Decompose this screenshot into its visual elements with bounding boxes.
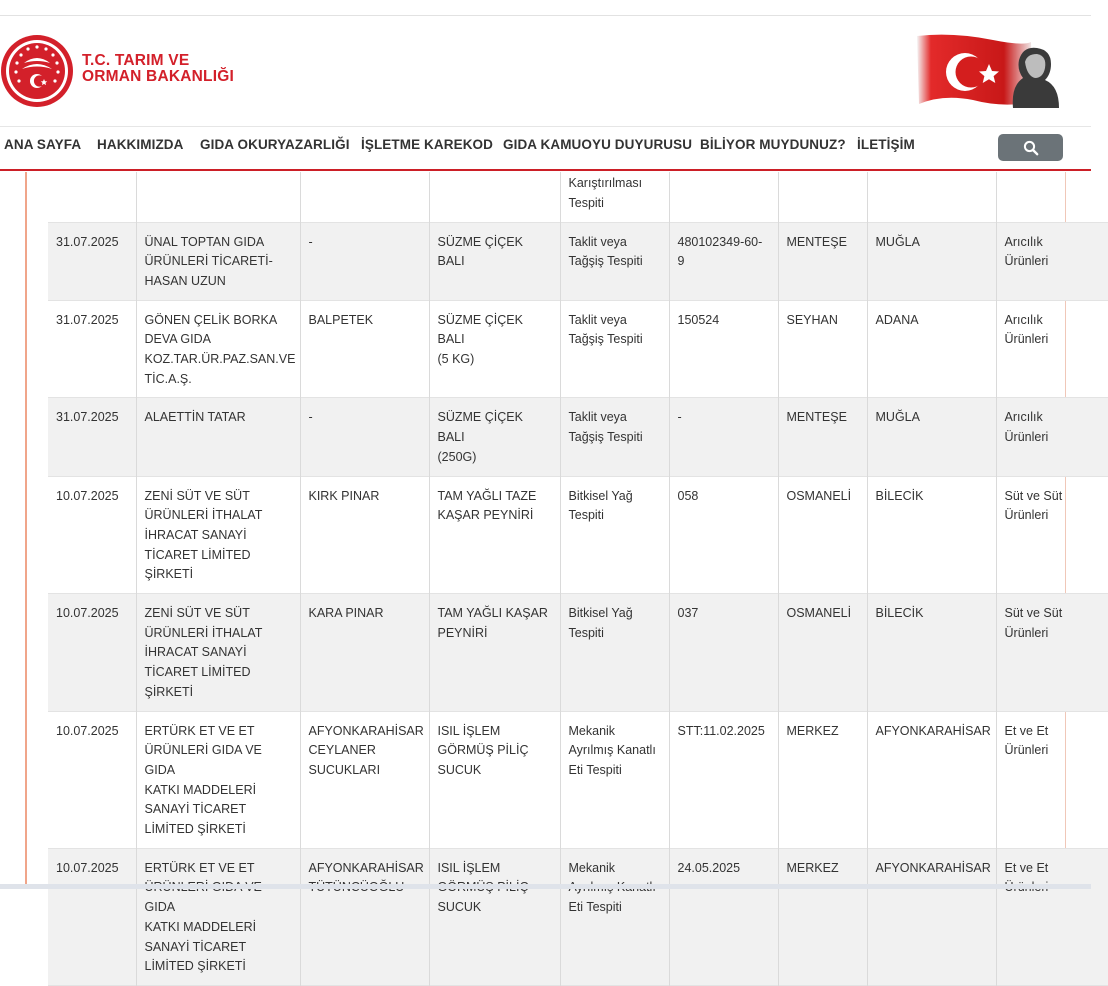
cell-brand: AFYONKARAHİSAR CEYLANER SUCUKLARI — [300, 711, 429, 848]
cell-company: ALAETTİN TATAR — [136, 398, 300, 476]
cell-category: Arıcılık Ürünleri — [996, 300, 1108, 398]
cell-brand: KIRK PINAR — [300, 476, 429, 594]
cell-category: Arıcılık Ürünleri — [996, 398, 1108, 476]
bottom-scroll-edge — [0, 884, 1091, 889]
cell-district — [778, 172, 867, 222]
cell-batch: 150524 — [669, 300, 778, 398]
cell-date: 10.07.2025 — [56, 860, 119, 875]
cell-finding: Taklit veya Tağşiş Tespiti — [560, 222, 669, 300]
cell-province: AFYONKARAHİSAR — [867, 848, 996, 985]
cell-batch: 24.05.2025 — [669, 848, 778, 985]
table-row — [48, 172, 1108, 222]
cell-product: ISIL İŞLEM SUCUK — [429, 848, 560, 985]
table-row — [48, 222, 1108, 300]
cell-finding: Taklit veya Tağşiş Tespiti — [560, 398, 669, 476]
ministry-name[interactable] — [82, 53, 234, 85]
flag-portrait-banner-icon — [913, 32, 1061, 108]
cell-batch: 480102349-60- 9 — [669, 222, 778, 300]
cell-province: MUĞLA — [867, 398, 996, 476]
cell-finding: Taklit veya Tağşiş Tespiti — [560, 300, 669, 398]
table-row — [48, 300, 1108, 398]
table-row — [48, 711, 1108, 848]
nav-item-home[interactable]: ANA SAYFA — [4, 137, 82, 152]
table-row — [48, 594, 1108, 712]
cell-category: Süt ve Süt Ürünleri — [996, 594, 1108, 712]
cell-company: ERTÜRK ET VE ET GIDA KATKI MADDELERİ SANAYİ TİCARET LİMİTED ŞİRKETİ — [136, 848, 300, 985]
nav-item-public-announcement[interactable]: GIDA KAMUOYU DUYURUSU — [503, 137, 693, 152]
announcement-table-scroll[interactable] — [48, 172, 1063, 974]
cell-finding: Bitkisel Yağ Tespiti — [560, 594, 669, 712]
search-icon — [1023, 140, 1039, 156]
cell-brand: - — [300, 398, 429, 476]
site-header — [0, 16, 1091, 126]
cell-date: 31.07.2025 — [56, 312, 119, 327]
ministry-name-line2: ORMAN BAKANLIĞI — [82, 68, 234, 85]
cell-brand: - — [300, 222, 429, 300]
cell-date: 10.07.2025 — [56, 723, 119, 738]
content-area — [0, 172, 1091, 974]
ministry-name-line1: T.C. TARIM VE — [82, 52, 190, 69]
cell-date: 10.07.2025 — [56, 488, 119, 503]
cell-district: SEYHAN — [778, 300, 867, 398]
search-button[interactable] — [998, 134, 1063, 161]
cell-brand: BALPETEK — [300, 300, 429, 398]
nav-item-did-you-know[interactable]: BİLİYOR MUYDUNUZ? — [700, 137, 846, 152]
cell-company — [136, 172, 300, 222]
cell-finding: Mekanik Eti Tespiti — [560, 848, 669, 985]
main-navigation — [0, 126, 1091, 171]
cell-date: 31.07.2025 — [56, 234, 119, 249]
nav-item-contact[interactable]: İLETİŞİM — [857, 137, 915, 152]
cell-brand: KARA PINAR — [300, 594, 429, 712]
cell-district: OSMANELİ — [778, 594, 867, 712]
cell-company: GÖNEN ÇELİK BORKA DEVA GIDA KOZ.TAR.ÜR.PAZ.SAN.VE TİC.A.Ş. — [136, 300, 300, 398]
cell-product: ISIL İŞLEM GÖRMÜŞ PİLİÇ SUCUK — [429, 711, 560, 848]
cell-province — [867, 172, 996, 222]
cell-batch: - — [669, 398, 778, 476]
cell-province: BİLECİK — [867, 594, 996, 712]
table-body — [48, 172, 1108, 986]
cell-date: 10.07.2025 — [56, 606, 119, 621]
table-row — [48, 398, 1108, 476]
cell-province: BİLECİK — [867, 476, 996, 594]
cell-product — [429, 172, 560, 222]
cell-district: OSMANELİ — [778, 476, 867, 594]
cell-product: TAM YAĞLI KAŞAR PEYNİRİ — [429, 594, 560, 712]
table-row — [48, 848, 1108, 985]
cell-province: MUĞLA — [867, 222, 996, 300]
cell-category: Süt ve Süt Ürünleri — [996, 476, 1108, 594]
cell-category: Et ve Et Ürünleri — [996, 711, 1108, 848]
cell-district: MENTEŞE — [778, 398, 867, 476]
cell-batch: 058 — [669, 476, 778, 594]
cell-company: ZENİ SÜT VE SÜT ÜRÜNLERİ İTHALAT İHRACAT SANAYİ TİCARET LİMİTED ŞİRKETİ — [136, 594, 300, 712]
announcement-table — [48, 172, 1108, 986]
table-row — [48, 476, 1108, 594]
cell-category: Arıcılık Ürünleri — [996, 222, 1108, 300]
cell-company: ZENİ SÜT VE SÜT ÜRÜNLERİ İTHALAT İHRACAT SANAYİ TİCARET LİMİTED ŞİRKETİ — [136, 476, 300, 594]
nav-item-business-qr[interactable]: İŞLETME KAREKOD — [361, 137, 494, 152]
cell-finding: Mekanik Ayrılmış Kanatlı Eti Tespiti — [560, 711, 669, 848]
cell-province: ADANA — [867, 300, 996, 398]
cell-finding: Karıştırılması Tespiti — [560, 172, 669, 222]
cell-product: SÜZME ÇİÇEK BALI (5 KG) — [429, 300, 560, 398]
cell-product: TAM YAĞLI TAZE KAŞAR PEYNİRİ — [429, 476, 560, 594]
cell-finding: Bitkisel Yağ Tespiti — [560, 476, 669, 594]
cell-category — [996, 172, 1108, 222]
cell-product: SÜZME ÇİÇEK BALI (250G) — [429, 398, 560, 476]
cell-company: ERTÜRK ET VE ET ÜRÜNLERİ GIDA VE GIDA KATKI MADDELERİ SANAYİ TİCARET LİMİTED ŞİRKETİ — [136, 711, 300, 848]
cell-brand: AFYONKARAHİSAR — [300, 848, 429, 985]
nav-item-food-literacy[interactable]: GIDA OKURYAZARLIĞI — [200, 137, 350, 152]
cell-company: ÜNAL TOPTAN GIDA ÜRÜNLERİ TİCARETİ- HASAN UZUN — [136, 222, 300, 300]
cell-category: Et ve Et — [996, 848, 1108, 985]
ministry-emblem-icon[interactable] — [0, 33, 74, 109]
content-frame-left — [25, 172, 27, 889]
nav-item-about[interactable]: HAKKIMIZDA — [97, 137, 184, 152]
cell-date — [48, 172, 136, 222]
cell-batch — [669, 172, 778, 222]
cell-batch: 037 — [669, 594, 778, 712]
cell-date: 31.07.2025 — [56, 410, 119, 425]
cell-district: MERKEZ — [778, 848, 867, 985]
cell-brand — [300, 172, 429, 222]
cell-province: AFYONKARAHİSAR — [867, 711, 996, 848]
cell-district: MERKEZ — [778, 711, 867, 848]
cell-district: MENTEŞE — [778, 222, 867, 300]
cell-product: SÜZME ÇİÇEK BALI — [429, 222, 560, 300]
cell-batch: STT:11.02.2025 — [669, 711, 778, 848]
